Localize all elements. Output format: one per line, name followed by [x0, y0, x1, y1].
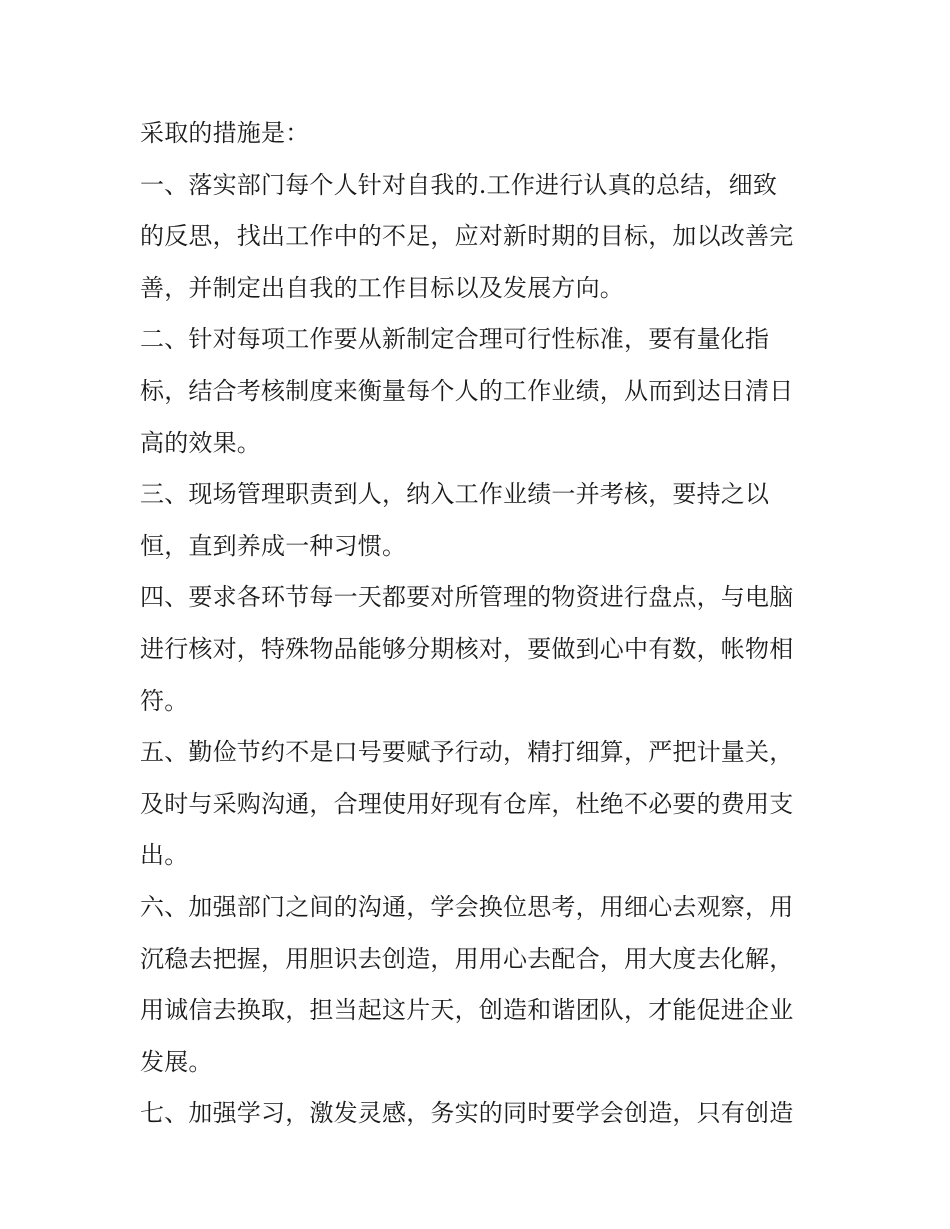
text-line: 沉稳去把握，用胆识去创造，用用心去配合，用大度去化解， — [140, 944, 794, 973]
text-line: 高的效果。 — [140, 428, 261, 457]
text-line: 五、勤俭节约不是口号要赋予行动，精打细算，严把计量关， — [140, 738, 794, 767]
text-line: 善，并制定出自我的工作目标以及发展方向。 — [140, 273, 624, 302]
text-line: 用诚信去换取，担当起这片天，创造和谐团队，才能促进企业 — [140, 996, 794, 1025]
text-line: 采取的措施是： — [140, 119, 310, 147]
text-line: 二、针对每项工作要从新制定合理可行性标准，要有量化指 — [140, 325, 770, 354]
text-line: 进行核对，特殊物品能够分期核对，要做到心中有数，帐物相 — [140, 634, 794, 663]
text-line: 标，结合考核制度来衡量每个人的工作业绩，从而到达日清日 — [140, 376, 794, 405]
text-line: 四、要求各环节每一天都要对所管理的物资进行盘点，与电脑 — [140, 583, 794, 612]
text-line: 恒，直到养成一种习惯。 — [140, 531, 407, 560]
text-line: 出。 — [140, 841, 189, 870]
text-line: 的反思，找出工作中的不足，应对新时期的目标，加以改善完 — [140, 222, 794, 251]
document-body — [140, 108, 830, 1140]
text-line: 三、现场管理职责到人，纳入工作业绩一并考核，要持之以 — [140, 480, 770, 509]
text-line: 七、加强学习，激发灵感，务实的同时要学会创造，只有创造 — [140, 1099, 794, 1128]
text-line: 发展。 — [140, 1047, 213, 1076]
text-line: 及时与采购沟通，合理使用好现有仓库，杜绝不必要的费用支 — [140, 789, 794, 818]
text-line: 一、落实部门每个人针对自我的.工作进行认真的总结，细致 — [140, 170, 778, 199]
text-line: 六、加强部门之间的沟通，学会换位思考，用细心去观察，用 — [140, 892, 794, 921]
text-line: 符。 — [140, 686, 189, 715]
